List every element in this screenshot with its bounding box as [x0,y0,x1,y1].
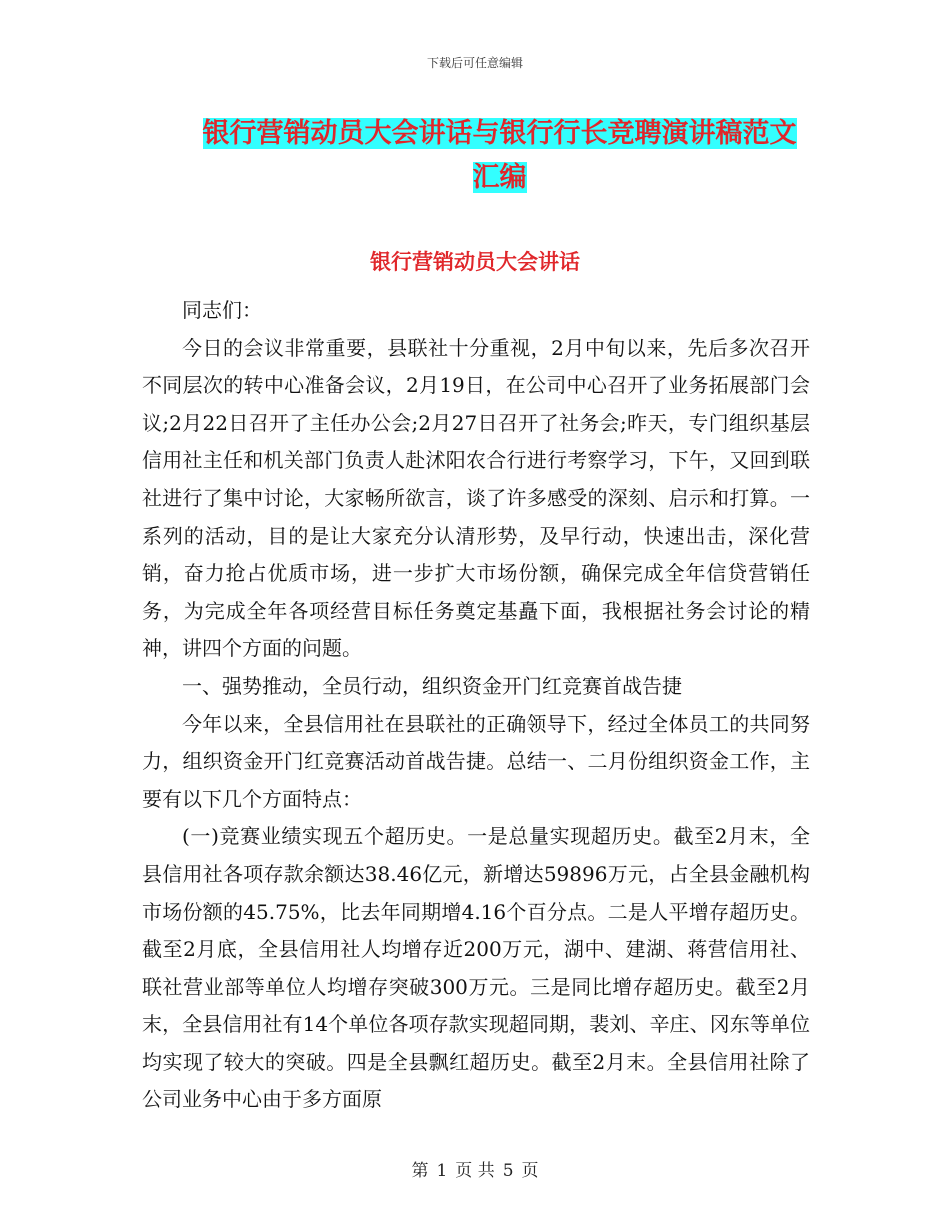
document-body [142,292,810,1119]
page-prefix: 第 [411,1161,429,1181]
paragraph-heading: 一、强势推动，全员行动，组织资金开门红竞赛首战告捷 [182,673,682,698]
page-number: 1 [436,1161,448,1181]
section-title: 银行营销动员大会讲话 [370,250,580,274]
paragraph: (一)竞赛业绩实现五个超历史。一是总量实现超历史。截至2月末，全县信用社各项存款余额达38.46亿元，新增达59896万元，占全县金融机构市场份额的45.75%，比去年同期增4.16个百分点。二是人平增存超历史。截至2月底，全县信用社人均增存近200万元，湖中、建湖、蒋营信用社、联社营业部等单位人均增存突破300万元。三是同比增存超历史。截至2月末，全县信用社有14个单位各项存款实现超同期，裴刘、辛庄、冈东等单位均实现了较大的突破。四是全县飘红超历史。截至2月末。全县信用社除了公司业务中心由于多方面原 [142,824,810,1112]
document-title-text: 银行营销动员大会讲话与银行行长竞聘演讲稿范文汇编 [202,118,797,193]
paragraph-salutation: 同志们： [182,298,262,322]
paragraph: 今日的会议非常重要，县联社十分重视，2月中旬以来，先后多次召开不同层次的转中心准备会议，2月19日，在公司中心召开了业务拓展部门会议;2月22日召开了主任办公会;2月27日召开了社务会;昨天，专门组织基层信用社主任和机关部门负责人赴沭阳农合行进行考察学习，下午，又回到联社进行了集中讨论，大家畅所欲言，谈了许多感受的深刻、启示和打算。一系列的活动，目的是让大家充分认清形势，及早行动，快速出击，深化营销，奋力抢占优质市场，进一步扩大市场份额，确保完成全年信贷营销任务，为完成全年各项经营目标任务奠定基矗下面，我根据社务会讨论的精神，讲四个方面的问题。 [142,335,810,661]
header-note: 下载后可任意编辑 [426,56,523,70]
document-title [192,112,807,200]
page-total: 5 [502,1161,514,1181]
paragraph: 今年以来，全县信用社在县联社的正确领导下，经过全体员工的共同努力，组织资金开门红竞赛活动首战告捷。总结一、二月份组织资金工作，主要有以下几个方面特点： [142,711,810,811]
page-mid: 页 共 [455,1161,495,1181]
page-suffix: 页 [521,1161,539,1181]
page-footer [0,1156,950,1181]
